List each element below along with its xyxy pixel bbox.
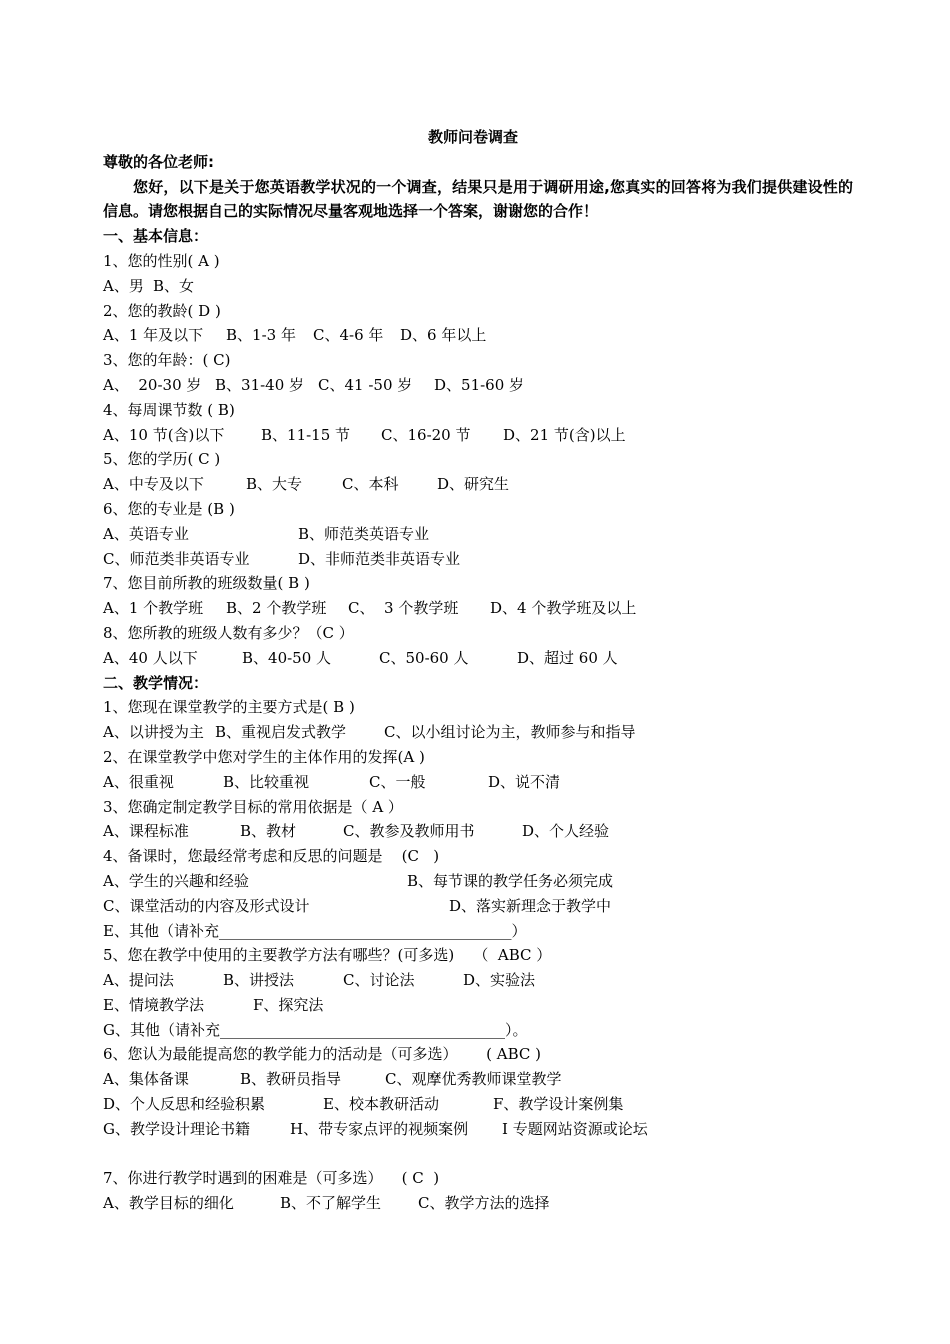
page-title: 教师问卷调查 bbox=[427, 128, 518, 146]
options-row bbox=[103, 770, 853, 795]
option: D、4 个教学班及以上 bbox=[490, 599, 637, 618]
options-row bbox=[103, 423, 853, 448]
option: H、带专家点评的视频案例 bbox=[290, 1119, 469, 1138]
question-text: 3、您的年龄：( C) bbox=[103, 351, 231, 370]
option: C、教学方法的选择 bbox=[418, 1194, 550, 1213]
option: A、1 个教学班 bbox=[103, 599, 204, 618]
question-text: 7、您目前所教的班级数量( B ) bbox=[103, 574, 310, 593]
question-text: 5、您在教学中使用的主要教学方法有哪些？(可多选) （ ABC ） bbox=[103, 946, 552, 965]
question-text: 1、您现在课堂教学的主要方式是( B ) bbox=[103, 698, 355, 717]
option: D、落实新理念于教学中 bbox=[449, 896, 612, 915]
option: B、11-15 节 bbox=[261, 425, 351, 444]
option: E、情境教学法 bbox=[103, 995, 204, 1014]
blank-line bbox=[103, 1142, 853, 1167]
option: C、观摩优秀教师课堂教学 bbox=[385, 1070, 562, 1089]
options-row bbox=[103, 547, 853, 572]
option: B、不了解学生 bbox=[280, 1194, 382, 1213]
options-row bbox=[103, 894, 853, 919]
options-row bbox=[103, 274, 853, 299]
option: C、本科 bbox=[342, 475, 399, 494]
options-row bbox=[103, 1092, 853, 1117]
option: A、10 节(含)以下 bbox=[103, 425, 225, 444]
option: B、教研员指导 bbox=[240, 1070, 342, 1089]
question-text: 4、备课时，您最经常考虑和反思的问题是 (C ) bbox=[103, 847, 440, 866]
options-row bbox=[103, 646, 853, 671]
question-text: 1、您的性别( A ) bbox=[103, 251, 220, 270]
option: C、41 -50 岁 bbox=[318, 375, 413, 394]
section2-heading: 二、教学情况： bbox=[103, 673, 209, 692]
options-row bbox=[103, 993, 853, 1018]
question-text: 5、您的学历( C ) bbox=[103, 450, 221, 469]
options-row bbox=[103, 596, 853, 621]
option: A、1 年及以下 bbox=[103, 326, 204, 345]
options-row bbox=[103, 1117, 853, 1142]
option: A、英语专业 bbox=[103, 524, 189, 543]
option: A、 20-30 岁 bbox=[103, 375, 202, 394]
option: A、提问法 bbox=[103, 971, 174, 990]
option: C、师范类非英语专业 bbox=[103, 549, 250, 568]
options-row bbox=[103, 869, 853, 894]
option: D、6 年以上 bbox=[400, 326, 487, 345]
option: B、40-50 人 bbox=[242, 648, 332, 667]
option: C、16-20 节 bbox=[381, 425, 471, 444]
option: D、非师范类非英语专业 bbox=[298, 549, 461, 568]
question-text: 2、您的教龄( D ) bbox=[103, 301, 221, 320]
option: F、探究法 bbox=[253, 995, 324, 1014]
option: I 专题网站资源或论坛 bbox=[502, 1119, 648, 1138]
question-text: 2、在课堂教学中您对学生的主体作用的发挥(A ) bbox=[103, 747, 425, 766]
option: F、教学设计案例集 bbox=[493, 1095, 624, 1114]
option: B、比较重视 bbox=[223, 772, 310, 791]
option: D、21 节(含)以上 bbox=[503, 425, 626, 444]
question-text: 3、您确定制定教学目标的常用依据是（ A ） bbox=[103, 797, 403, 816]
option: C、50-60 人 bbox=[379, 648, 469, 667]
greeting: 尊敬的各位老师: bbox=[103, 152, 214, 171]
option: C、 3 个教学班 bbox=[348, 599, 459, 618]
option-other-fill-in: G、其他（请补充______________________________________）。 bbox=[103, 1020, 528, 1039]
option: A、以讲授为主 bbox=[103, 723, 204, 742]
option: D、个人反思和经验积累 bbox=[103, 1095, 266, 1114]
option: A、40 人以下 bbox=[103, 648, 198, 667]
question-text: 8、您所教的班级人数有多少？（C ） bbox=[103, 623, 354, 642]
option: B、师范类英语专业 bbox=[298, 524, 430, 543]
options-row bbox=[103, 968, 853, 993]
option: B、每节课的教学任务必须完成 bbox=[407, 871, 614, 890]
option: D、实验法 bbox=[463, 971, 536, 990]
options-row bbox=[103, 522, 853, 547]
option: B、女 bbox=[153, 276, 195, 295]
option: A、很重视 bbox=[103, 772, 174, 791]
option: C、教参及教师用书 bbox=[343, 822, 475, 841]
option: D、研究生 bbox=[437, 475, 510, 494]
option-other-fill-in: E、其他（请补充_______________________________________） bbox=[103, 921, 527, 940]
question-text: 7、你进行教学时遇到的困难是（可多选） ( C ) bbox=[103, 1169, 440, 1188]
question-text: 6、您的专业是 (B ) bbox=[103, 499, 235, 518]
options-row bbox=[103, 819, 853, 844]
options-row bbox=[103, 919, 853, 944]
option: A、学生的兴趣和经验 bbox=[103, 871, 249, 890]
options-row bbox=[103, 720, 853, 745]
options-row bbox=[103, 323, 853, 348]
option: A、教学目标的细化 bbox=[103, 1194, 234, 1213]
options-row bbox=[103, 1018, 853, 1043]
questionnaire-page bbox=[103, 125, 853, 1216]
option: B、重视启发式教学 bbox=[215, 723, 347, 742]
option: B、1-3 年 bbox=[226, 326, 296, 345]
option: C、讨论法 bbox=[343, 971, 415, 990]
options-row bbox=[103, 1067, 853, 1092]
question-text: 6、您认为最能提高您的教学能力的活动是（可多选） ( ABC ) bbox=[103, 1045, 542, 1064]
option: B、教材 bbox=[240, 822, 297, 841]
option: B、31-40 岁 bbox=[215, 375, 305, 394]
option: A、男 bbox=[103, 276, 144, 295]
option: B、2 个教学班 bbox=[226, 599, 327, 618]
option: D、51-60 岁 bbox=[434, 375, 525, 394]
section1-heading: 一、基本信息： bbox=[103, 227, 209, 246]
options-row bbox=[103, 373, 853, 398]
intro-paragraph: 您好，以下是关于您英语教学状况的一个调查，结果只是用于调研用途,您真实的回答将为我们提供建设性的信息。请您根据自己的实际情况尽量客观地选择一个答案，谢谢您的合作！ bbox=[103, 177, 853, 221]
option: A、课程标准 bbox=[103, 822, 189, 841]
option: C、一般 bbox=[369, 772, 426, 791]
option: C、以小组讨论为主，教师参与和指导 bbox=[384, 723, 636, 742]
option: C、课堂活动的内容及形式设计 bbox=[103, 896, 310, 915]
option: B、大专 bbox=[246, 475, 303, 494]
option: A、集体备课 bbox=[103, 1070, 189, 1089]
question-text: 4、每周课节数 ( B) bbox=[103, 400, 235, 419]
option: C、4-6 年 bbox=[313, 326, 384, 345]
option: D、个人经验 bbox=[522, 822, 610, 841]
options-row bbox=[103, 472, 853, 497]
option: E、校本教研活动 bbox=[323, 1095, 439, 1114]
option: A、中专及以下 bbox=[103, 475, 204, 494]
option: G、教学设计理论书籍 bbox=[103, 1119, 250, 1138]
options-row bbox=[103, 1191, 853, 1216]
option: B、讲授法 bbox=[223, 971, 295, 990]
option: D、说不清 bbox=[488, 772, 561, 791]
option: D、超过 60 人 bbox=[517, 648, 618, 667]
